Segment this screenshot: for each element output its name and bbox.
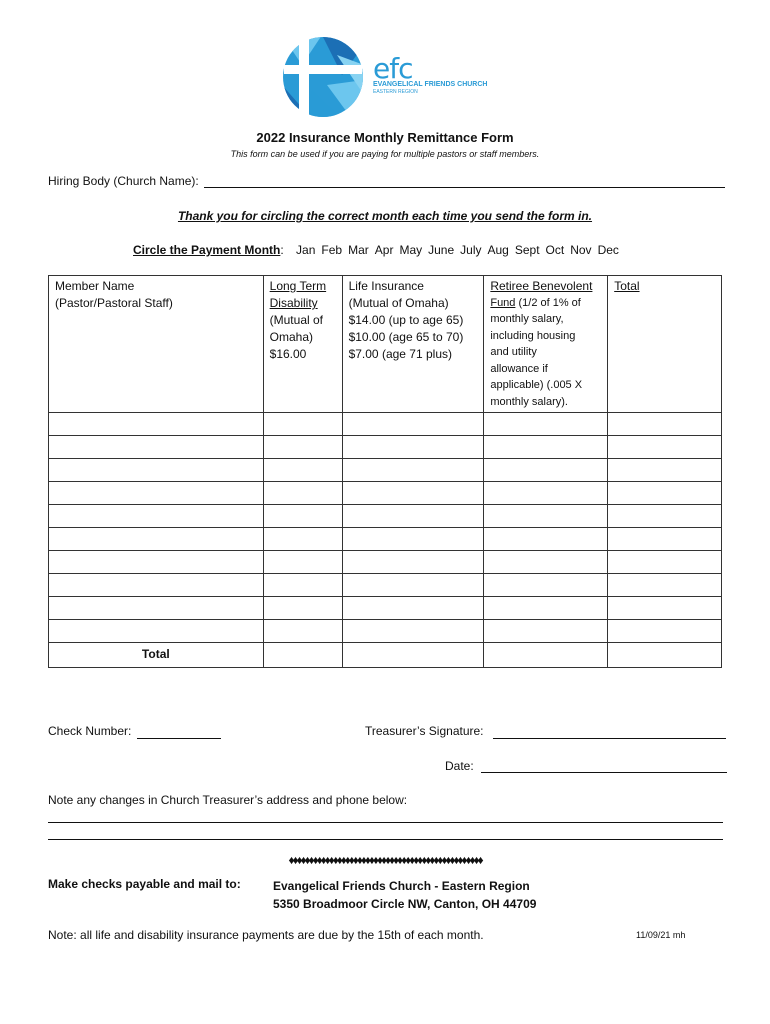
cell-life[interactable] (342, 413, 484, 436)
cell-total[interactable] (608, 620, 722, 643)
header-life-line2: (Mutual of Omaha) (348, 296, 449, 310)
cell-ltd[interactable] (263, 413, 342, 436)
cell-ltd[interactable] (263, 459, 342, 482)
logo-region: EASTERN REGION (373, 89, 418, 95)
month-jan[interactable]: Jan (296, 243, 316, 257)
header-retiree-line6: allowance if (490, 362, 548, 375)
header-ltd-line2: Disability (269, 296, 318, 310)
header-retiree-line8: monthly salary). (490, 395, 568, 408)
month-feb[interactable]: Feb (321, 243, 343, 257)
table-row (49, 597, 722, 620)
cell-life[interactable] (342, 597, 484, 620)
table-row (49, 482, 722, 505)
cell-member[interactable] (49, 505, 264, 528)
cell-retiree[interactable] (484, 505, 608, 528)
table-row (49, 620, 722, 643)
table-row (49, 505, 722, 528)
table-row (49, 574, 722, 597)
cell-total[interactable] (608, 413, 722, 436)
cell-total[interactable] (608, 597, 722, 620)
diamond-divider: ♦♦♦♦♦♦♦♦♦♦♦♦♦♦♦♦♦♦♦♦♦♦♦♦♦♦♦♦♦♦♦♦♦♦♦♦♦♦♦♦♦♦♦♦♦♦♦♦ (288, 853, 482, 867)
total-cell-retiree[interactable] (484, 643, 608, 668)
header-retiree-line3: monthly salary, (490, 313, 564, 325)
due-date-note: Note: all life and disability insurance payments are due by the 15th of each month. (48, 928, 484, 942)
payable-address (273, 877, 536, 913)
hiring-body-label: Hiring Body (Church Name): (48, 174, 199, 188)
efc-cross-logo (282, 35, 364, 119)
payable-address-line-2: 5350 Broadmoor Circle NW, Canton, OH 44709 (273, 897, 537, 911)
header-life-rate-3: $7.00 (age 71 plus) (348, 347, 452, 361)
cell-ltd[interactable] (263, 620, 342, 643)
total-cell-ltd[interactable] (263, 643, 342, 668)
cell-member[interactable] (49, 482, 264, 505)
logo-wordmark: efc (373, 52, 413, 85)
month-sept[interactable]: Sept (514, 243, 540, 257)
cell-total[interactable] (608, 574, 722, 597)
cell-retiree[interactable] (484, 459, 608, 482)
cell-life[interactable] (342, 482, 484, 505)
month-june[interactable]: June (428, 243, 455, 257)
cell-ltd[interactable] (263, 528, 342, 551)
cell-total[interactable] (608, 505, 722, 528)
cell-life[interactable] (342, 620, 484, 643)
month-july[interactable]: July (460, 243, 482, 257)
check-number-label: Check Number: (48, 724, 132, 738)
header-life-rate-1: $14.00 (up to age 65) (348, 313, 464, 327)
header-member-name (49, 276, 264, 413)
check-number-field[interactable] (137, 738, 221, 739)
date-label: Date: (445, 759, 474, 773)
cell-member[interactable] (49, 528, 264, 551)
treasurer-changes-note: Note any changes in Church Treasurer’s address and phone below: (48, 793, 408, 807)
treasurer-changes-line-1[interactable] (48, 822, 723, 823)
hiring-body-field[interactable] (204, 187, 725, 188)
cell-ltd[interactable] (263, 574, 342, 597)
header-ltd-line3: (Mutual of (269, 313, 323, 327)
header-retiree-line2: Fund (490, 296, 516, 309)
table-total-row (49, 643, 722, 668)
total-cell-grand[interactable] (608, 643, 722, 668)
cell-member[interactable] (49, 574, 264, 597)
cell-life[interactable] (342, 574, 484, 597)
revision-stamp: 11/09/21 mh (636, 930, 686, 940)
header-life-rate-2: $10.00 (age 65 to 70) (348, 330, 464, 344)
header-retiree-line7: applicable) (.005 X (490, 379, 583, 391)
header-long-term-disability (263, 276, 342, 413)
cell-retiree[interactable] (484, 413, 608, 436)
month-mar[interactable]: Mar (348, 243, 369, 257)
cell-total[interactable] (608, 551, 722, 574)
cell-life[interactable] (342, 505, 484, 528)
month-nov[interactable]: Nov (570, 243, 592, 257)
payment-month-colon: : (280, 243, 284, 257)
form-subtitle: This form can be used if you are paying for multiple pastors or staff members. (230, 149, 540, 159)
cell-member[interactable] (49, 436, 264, 459)
cell-life[interactable] (342, 459, 484, 482)
payable-label: Make checks payable and mail to: (48, 877, 241, 891)
cell-total[interactable] (608, 528, 722, 551)
header-ltd-line4: Omaha) (269, 330, 313, 344)
payment-month-row (133, 243, 625, 257)
month-options (296, 243, 625, 257)
header-retiree-line4: including housing (490, 329, 576, 342)
header-retiree-fund (484, 276, 608, 413)
month-aug[interactable]: Aug (487, 243, 509, 257)
total-cell-life[interactable] (342, 643, 484, 668)
cell-retiree[interactable] (484, 482, 608, 505)
cell-total[interactable] (608, 436, 722, 459)
date-field[interactable] (481, 772, 727, 773)
header-member-line1: Member Name (55, 279, 135, 293)
cell-ltd[interactable] (263, 482, 342, 505)
header-total-label: Total (614, 279, 640, 293)
month-oct[interactable]: Oct (545, 243, 565, 257)
cell-ltd[interactable] (263, 597, 342, 620)
table-row (49, 528, 722, 551)
payable-address-line-1: Evangelical Friends Church - Eastern Region (273, 879, 530, 893)
cell-ltd[interactable] (263, 551, 342, 574)
header-member-line2: (Pastor/Pastoral Staff) (55, 296, 173, 310)
remittance-table (48, 275, 722, 668)
header-total (608, 276, 722, 413)
cell-life[interactable] (342, 436, 484, 459)
month-may[interactable]: May (399, 243, 423, 257)
month-apr[interactable]: Apr (374, 243, 394, 257)
header-retiree-line5: and utility (490, 346, 537, 358)
payment-month-label: Circle the Payment Month (133, 243, 281, 257)
cell-ltd[interactable] (263, 436, 342, 459)
table-row (49, 551, 722, 574)
header-ltd-line1: Long Term (269, 279, 327, 293)
cell-member[interactable] (49, 551, 264, 574)
cell-retiree[interactable] (484, 551, 608, 574)
month-dec[interactable]: Dec (597, 243, 619, 257)
header-life-insurance (342, 276, 484, 413)
table-header-row (49, 276, 722, 413)
logo-org-name: EVANGELICAL FRIENDS CHURCH (373, 81, 488, 88)
header-retiree-line2b: (1/2 of 1% of (515, 296, 581, 309)
cell-retiree[interactable] (484, 597, 608, 620)
total-label: Total (141, 647, 170, 661)
cell-member[interactable] (49, 413, 264, 436)
cell-retiree[interactable] (484, 436, 608, 459)
total-label-cell (49, 643, 264, 668)
cell-retiree[interactable] (484, 574, 608, 597)
thanks-note: Thank you for circling the correct month each time you send the form in. (177, 209, 593, 223)
table-row (49, 459, 722, 482)
table-row (49, 436, 722, 459)
form-title: 2022 Insurance Monthly Remittance Form (256, 130, 514, 145)
header-ltd-price: $16.00 (269, 347, 307, 361)
cell-member[interactable] (49, 459, 264, 482)
cell-life[interactable] (342, 551, 484, 574)
table-row (49, 413, 722, 436)
cell-retiree[interactable] (484, 528, 608, 551)
treasurer-changes-line-2[interactable] (48, 839, 723, 840)
treasurer-signature-label: Treasurer’s Signature: (365, 724, 484, 738)
header-life-line1: Life Insurance (348, 279, 424, 293)
treasurer-signature-field[interactable] (493, 738, 726, 739)
logo-text (373, 52, 488, 96)
cell-member[interactable] (49, 620, 264, 643)
cell-total[interactable] (608, 482, 722, 505)
cell-retiree[interactable] (484, 620, 608, 643)
cell-total[interactable] (608, 459, 722, 482)
cell-ltd[interactable] (263, 505, 342, 528)
cell-member[interactable] (49, 597, 264, 620)
cell-life[interactable] (342, 528, 484, 551)
header-retiree-line1: Retiree Benevolent (490, 279, 593, 293)
